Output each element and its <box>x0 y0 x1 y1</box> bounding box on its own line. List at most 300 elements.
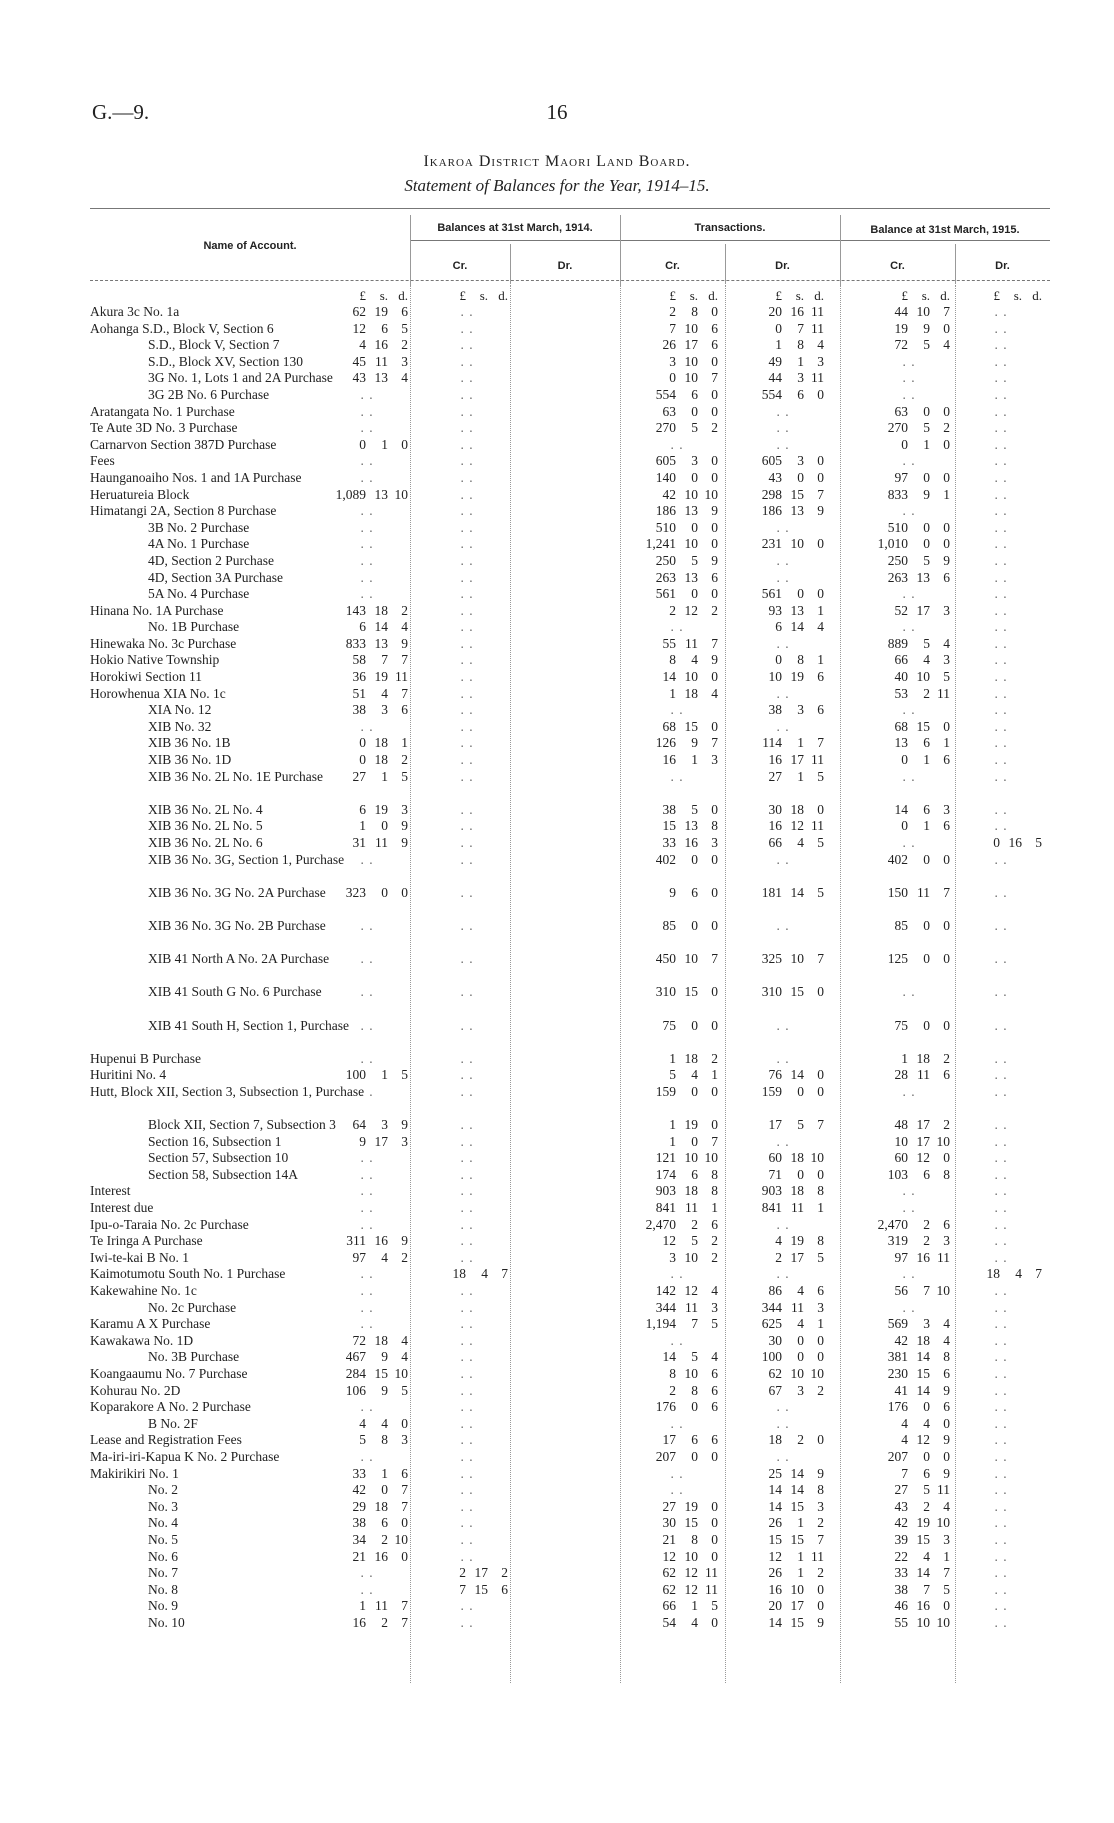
shillings: 16 <box>1008 835 1022 850</box>
balance-1915-dr-empty: . . <box>994 469 1008 485</box>
account-name-text: XIB 36 No. 2L No. 4 <box>148 801 263 817</box>
pounds: 72 <box>894 337 908 353</box>
pounds: 0 <box>775 320 782 336</box>
unit-shillings: s. <box>379 288 388 303</box>
pounds: 10 <box>894 1133 908 1149</box>
pence: 6 <box>401 304 408 319</box>
account-name-text: No. 7 <box>148 1565 178 1581</box>
pence: 0 <box>943 1017 950 1033</box>
shillings: 12 <box>684 602 698 618</box>
transactions-cr-amount <box>636 1233 718 1250</box>
transactions-dr-empty: . . <box>776 1266 790 1282</box>
balance-1915-cr-empty: . . <box>902 702 916 718</box>
balance-1914-dr-empty: . . <box>460 635 474 651</box>
shillings: 12 <box>684 1283 698 1299</box>
unit-pence: d. <box>398 288 408 303</box>
table-row <box>90 1598 1050 1615</box>
pounds: 2 <box>459 1565 466 1581</box>
shillings: 10 <box>684 1249 698 1265</box>
pence: 0 <box>817 1581 824 1597</box>
balance-1914-dr-empty: . . <box>460 735 474 751</box>
pounds: 323 <box>345 884 366 900</box>
balance-1915-cr-amount <box>868 520 950 537</box>
unit-shillings: s. <box>479 288 488 303</box>
pounds: 4 <box>359 1415 366 1431</box>
balance-1914-dr-empty: . . <box>460 851 474 867</box>
pence: 0 <box>401 436 408 452</box>
account-name-text: S.D., Block XV, Section 130 <box>148 353 304 369</box>
balance-1914-dr-empty: . . <box>460 1349 474 1365</box>
pounds: 51 <box>352 685 366 701</box>
balance-1915-dr-empty: . . <box>994 984 1008 1000</box>
account-name-text: No. 10 <box>148 1614 185 1630</box>
transactions-dr-amount <box>742 951 824 968</box>
table-row <box>90 304 1050 321</box>
pence: 0 <box>817 1083 824 1099</box>
balance-1914-cr-amount <box>326 1532 408 1549</box>
pounds: 4 <box>775 1233 782 1249</box>
pence: 1 <box>817 1316 824 1332</box>
transactions-cr-amount <box>636 453 718 470</box>
balance-1914-dr-empty: . . <box>460 337 474 353</box>
pounds: 250 <box>655 552 676 568</box>
balance-1915-cr-amount <box>868 1532 950 1549</box>
transactions-cr-amount <box>636 1399 718 1416</box>
shillings: 5 <box>923 1482 930 1498</box>
table-row <box>90 1549 1050 1566</box>
shillings: 10 <box>684 951 698 967</box>
balance-1915-cr-amount <box>868 1067 950 1084</box>
balance-1914-cr-amount <box>326 337 408 354</box>
balance-1915-dr-empty: . . <box>994 602 1008 618</box>
balance-1914-cr-empty: . . <box>360 1183 374 1199</box>
balance-1914-dr-empty: . . <box>460 1299 474 1315</box>
account-name-text: Interest <box>90 1183 131 1199</box>
balance-1915-cr-amount <box>868 1416 950 1433</box>
balance-1915-dr-empty: . . <box>994 1498 1008 1514</box>
balance-1914-cr-amount <box>326 769 408 786</box>
pence: 2 <box>817 1565 824 1581</box>
pence: 0 <box>943 851 950 867</box>
balance-1915-cr-amount <box>868 885 950 902</box>
pence: 2 <box>817 1382 824 1398</box>
shillings: 0 <box>797 1349 804 1365</box>
balance-1914-cr-empty: . . <box>360 519 374 535</box>
shillings: 15 <box>684 984 698 1000</box>
pounds: 20 <box>768 1598 782 1614</box>
transactions-cr-amount <box>636 1084 718 1101</box>
table-row <box>90 337 1050 354</box>
pence: 9 <box>711 552 718 568</box>
shillings: 16 <box>684 835 698 850</box>
pence: 6 <box>711 1399 718 1415</box>
balance-1915-dr-empty: . . <box>994 768 1008 784</box>
pence: 7 <box>401 1614 408 1630</box>
shillings: 4 <box>1015 1266 1022 1282</box>
pence: 3 <box>711 835 718 850</box>
pounds: 29 <box>352 1498 366 1514</box>
account-name-text: Heruatureia Block <box>90 486 190 502</box>
pence: 9 <box>401 1233 408 1249</box>
account-name-text: XIB 36 No. 2L No. 1E Purchase <box>148 768 323 784</box>
pence: 4 <box>943 337 950 353</box>
table-row <box>90 1117 1050 1134</box>
pounds: 841 <box>655 1200 676 1216</box>
shillings: 9 <box>381 1382 388 1398</box>
balance-1914-cr-amount <box>326 1117 408 1134</box>
pounds: 18 <box>768 1432 782 1448</box>
shillings: 6 <box>923 801 930 817</box>
header-bottom-rule <box>90 280 1050 281</box>
pence: 6 <box>711 569 718 585</box>
balance-1915-dr-empty: . . <box>994 635 1008 651</box>
transactions-dr-amount <box>742 1183 824 1200</box>
shillings: 15 <box>790 1614 804 1630</box>
transactions-dr-amount <box>742 536 824 553</box>
balance-1914-dr-empty: . . <box>460 1283 474 1299</box>
pounds: 2,470 <box>645 1216 676 1232</box>
pence: 5 <box>401 1067 408 1083</box>
account-name-text: 4D, Section 2 Purchase <box>148 552 274 568</box>
pence: 0 <box>711 586 718 602</box>
table-row <box>90 503 1050 520</box>
pence: 0 <box>817 1067 824 1083</box>
balance-1915-dr-empty: . . <box>994 304 1008 319</box>
shillings: 5 <box>923 337 930 353</box>
table-row <box>90 1283 1050 1300</box>
table-row <box>90 1499 1050 1516</box>
pence: 0 <box>711 718 718 734</box>
shillings: 7 <box>691 1316 698 1332</box>
pence: 10 <box>810 1150 824 1166</box>
balance-1914-dr-empty: . . <box>460 669 474 685</box>
account-name-text: XIB 41 North A No. 2A Purchase <box>148 951 330 967</box>
table-row <box>90 735 1050 752</box>
table-row <box>90 1416 1050 1433</box>
transactions-dr-amount <box>742 1167 824 1184</box>
pence: 9 <box>401 1117 408 1133</box>
unit-pound: £ <box>669 288 676 303</box>
account-name-text: Fees <box>90 453 115 469</box>
pounds: 0 <box>359 752 366 768</box>
transactions-cr-amount <box>636 586 718 603</box>
pounds: 16 <box>768 752 782 768</box>
pounds: 85 <box>894 917 908 933</box>
transactions-cr-amount <box>636 1316 718 1333</box>
account-name-text: 3B No. 2 Purchase <box>148 519 250 535</box>
pence: 7 <box>943 1565 950 1581</box>
pounds: 86 <box>768 1283 782 1299</box>
column-cr-1914: Cr. <box>452 260 468 272</box>
shillings: 0 <box>923 469 930 485</box>
account-name-text: Akura 3c No. 1a <box>90 304 180 319</box>
pounds: 18 <box>986 1266 1000 1282</box>
transactions-dr-amount <box>742 885 824 902</box>
pence: 6 <box>943 1067 950 1083</box>
pence: 4 <box>401 619 408 635</box>
balance-1914-cr-amount <box>326 1482 408 1499</box>
transactions-dr-amount <box>742 1615 824 1632</box>
pounds: 33 <box>352 1465 366 1481</box>
pounds: 21 <box>352 1548 366 1564</box>
pounds: 450 <box>655 951 676 967</box>
balance-1914-dr-empty: . . <box>460 619 474 635</box>
unit-shillings: s. <box>1013 288 1022 303</box>
transactions-dr-amount <box>742 1565 824 1582</box>
balance-1914-cr-amount <box>326 370 408 387</box>
balance-1915-dr-empty: . . <box>994 519 1008 535</box>
pence: 9 <box>943 1382 950 1398</box>
table-row <box>90 636 1050 653</box>
pounds: 64 <box>352 1117 366 1133</box>
transactions-cr-amount <box>636 1150 718 1167</box>
balance-1914-dr-empty: . . <box>460 951 474 967</box>
balance-1914-cr-empty: . . <box>360 1316 374 1332</box>
balance-1915-cr-amount <box>868 1333 950 1350</box>
pounds: 62 <box>768 1366 782 1381</box>
pounds: 2 <box>775 1249 782 1265</box>
pounds: 14 <box>894 801 908 817</box>
transactions-dr-amount <box>742 387 824 404</box>
shillings: 10 <box>790 951 804 967</box>
balance-1915-dr-empty: . . <box>994 1448 1008 1464</box>
pence: 5 <box>401 1382 408 1398</box>
balance-1915-dr-empty: . . <box>994 1067 1008 1083</box>
pence: 2 <box>711 602 718 618</box>
transactions-cr-amount <box>636 686 718 703</box>
pounds: 114 <box>762 735 782 751</box>
shillings: 1 <box>923 752 930 768</box>
transactions-cr-amount <box>636 536 718 553</box>
balance-1915-cr-amount <box>868 337 950 354</box>
column-group-1915: Balance at 31st March, 1915. <box>870 224 1020 236</box>
shillings: 6 <box>381 320 388 336</box>
pence: 9 <box>711 652 718 668</box>
balance-1915-cr-empty: . . <box>902 386 916 402</box>
transactions-cr-amount <box>636 1582 718 1599</box>
balance-1915-cr-empty: . . <box>902 984 916 1000</box>
transactions-dr-empty: . . <box>776 403 790 419</box>
balance-1915-dr-empty: . . <box>994 420 1008 436</box>
shillings: 17 <box>790 1598 804 1614</box>
shillings: 16 <box>374 1233 388 1249</box>
balance-1914-dr-empty: . . <box>460 1249 474 1265</box>
shillings: 13 <box>684 503 698 519</box>
unit-pound: £ <box>993 288 1000 303</box>
pounds: 12 <box>768 1548 782 1564</box>
shillings: 3 <box>797 370 804 386</box>
column-group-transactions: Transactions. <box>694 222 766 234</box>
pounds: 561 <box>655 586 676 602</box>
balance-1914-cr-amount <box>326 1366 408 1383</box>
pence: 1 <box>943 735 950 751</box>
account-name-text: Kohurau No. 2D <box>90 1382 181 1398</box>
pence: 0 <box>711 1448 718 1464</box>
balance-1915-dr-empty: . . <box>994 436 1008 452</box>
balance-1915-dr-empty: . . <box>994 1133 1008 1149</box>
pounds: 143 <box>345 602 366 618</box>
balance-1915-dr-empty: . . <box>994 1283 1008 1299</box>
balance-1915-dr-empty: . . <box>994 1166 1008 1182</box>
balance-1915-cr-amount <box>868 918 950 935</box>
pence: 11 <box>937 685 950 701</box>
shillings: 14 <box>790 884 804 900</box>
shillings: 10 <box>916 1614 930 1630</box>
transactions-cr-amount <box>636 752 718 769</box>
transactions-cr-amount <box>636 1432 718 1449</box>
balance-1914-dr-amount <box>426 1266 508 1283</box>
balance-1914-dr-empty: . . <box>460 1415 474 1431</box>
balance-1915-cr-amount <box>868 1233 950 1250</box>
pounds: 14 <box>768 1498 782 1514</box>
pence: 6 <box>943 569 950 585</box>
balance-1915-dr-empty: . . <box>994 453 1008 469</box>
balance-1914-cr-amount <box>326 437 408 454</box>
group-rule <box>410 240 1050 241</box>
pence: 0 <box>817 586 824 602</box>
shillings: 10 <box>790 536 804 552</box>
transactions-cr-empty: . . <box>670 619 684 635</box>
balance-1915-dr-empty: . . <box>994 718 1008 734</box>
table-row <box>90 619 1050 636</box>
pounds: 263 <box>655 569 676 585</box>
pounds: 889 <box>887 635 908 651</box>
transactions-dr-amount <box>742 1233 824 1250</box>
transactions-cr-amount <box>636 1051 718 1068</box>
balance-1914-dr-amount <box>426 1565 508 1582</box>
pence: 8 <box>817 1183 824 1199</box>
balance-1915-dr-empty: . . <box>994 403 1008 419</box>
transactions-cr-empty: . . <box>670 436 684 452</box>
pounds: 33 <box>662 835 676 850</box>
pounds: 42 <box>352 1482 366 1498</box>
balance-1914-dr-empty: . . <box>460 1366 474 1381</box>
table-row <box>90 487 1050 504</box>
pence: 0 <box>817 801 824 817</box>
account-name-text: Interest due <box>90 1200 154 1216</box>
table-row <box>90 1432 1050 1449</box>
balance-1914-cr-amount <box>326 1233 408 1250</box>
transactions-cr-amount <box>636 802 718 819</box>
account-name-text: No. 2 <box>148 1482 178 1498</box>
column-name-header: Name of Account. <box>203 240 297 252</box>
table-row <box>90 536 1050 553</box>
transactions-cr-amount <box>636 1217 718 1234</box>
balance-1914-dr-empty: . . <box>460 1432 474 1448</box>
transactions-dr-amount <box>742 603 824 620</box>
account-name-text: XIB 41 South G No. 6 Purchase <box>148 984 322 1000</box>
balance-1915-cr-empty: . . <box>902 1183 916 1199</box>
pounds: 7 <box>459 1581 466 1597</box>
shillings: 15 <box>684 1515 698 1531</box>
balance-1915-cr-amount <box>868 735 950 752</box>
shillings: 0 <box>691 917 698 933</box>
pence: 4 <box>711 1283 718 1299</box>
transactions-cr-amount <box>636 1200 718 1217</box>
transactions-dr-amount <box>742 354 824 371</box>
pounds: 1 <box>901 1050 908 1066</box>
pence: 0 <box>711 1017 718 1033</box>
pence: 5 <box>817 884 824 900</box>
balance-1914-cr-empty: . . <box>360 1150 374 1166</box>
pence: 1 <box>817 1200 824 1216</box>
pounds: 325 <box>761 951 782 967</box>
shillings: 1 <box>797 768 804 784</box>
pence: 5 <box>817 1249 824 1265</box>
shillings: 0 <box>691 469 698 485</box>
balance-1915-cr-amount <box>868 1366 950 1383</box>
column-dr-1914: Dr. <box>557 260 573 272</box>
shillings: 2 <box>923 1498 930 1514</box>
pounds: 30 <box>768 1332 782 1348</box>
shillings: 0 <box>797 586 804 602</box>
transactions-cr-amount <box>636 1167 718 1184</box>
balance-1914-cr-amount <box>326 636 408 653</box>
shillings: 4 <box>691 652 698 668</box>
account-name-text: Aratangata No. 1 Purchase <box>90 403 235 419</box>
balance-1914-cr-amount <box>326 652 408 669</box>
pounds: 30 <box>768 801 782 817</box>
shillings: 0 <box>381 884 388 900</box>
pence: 2 <box>401 337 408 353</box>
pounds: 510 <box>887 519 908 535</box>
balance-1914-cr-amount <box>326 1598 408 1615</box>
pence: 1 <box>817 602 824 618</box>
transactions-dr-amount <box>742 1549 824 1566</box>
pence: 5 <box>711 1598 718 1614</box>
account-name-text: No. 8 <box>148 1581 178 1597</box>
pence: 0 <box>711 1548 718 1564</box>
shillings: 2 <box>381 1531 388 1547</box>
balance-1914-dr-empty: . . <box>460 453 474 469</box>
pounds: 298 <box>761 486 782 502</box>
shillings: 0 <box>691 1399 698 1415</box>
pence: 7 <box>943 884 950 900</box>
shillings: 10 <box>684 370 698 386</box>
transactions-dr-amount <box>742 1432 824 1449</box>
shillings: 19 <box>916 1515 930 1531</box>
pounds: 66 <box>662 1598 676 1614</box>
pence: 0 <box>943 436 950 452</box>
transactions-dr-amount <box>742 304 824 321</box>
balance-1914-dr-empty: . . <box>460 1598 474 1614</box>
balance-1914-cr-empty: . . <box>360 951 374 967</box>
balance-1914-dr-empty: . . <box>460 1050 474 1066</box>
balance-1914-dr-empty: . . <box>460 1448 474 1464</box>
pence: 3 <box>943 602 950 618</box>
transactions-dr-amount <box>742 735 824 752</box>
transactions-dr-amount <box>742 1366 824 1383</box>
pence: 0 <box>817 469 824 485</box>
balance-1915-dr-empty: . . <box>994 818 1008 834</box>
unit-pound: £ <box>901 288 908 303</box>
transactions-dr-amount <box>742 1200 824 1217</box>
balance-1915-cr-empty: . . <box>902 503 916 519</box>
shillings: 0 <box>923 851 930 867</box>
table-row <box>90 686 1050 703</box>
pounds: 4 <box>901 1432 908 1448</box>
shillings: 18 <box>790 801 804 817</box>
account-name-text: Block XII, Section 7, Subsection 3 <box>148 1117 336 1133</box>
transactions-cr-amount <box>636 420 718 437</box>
transactions-dr-amount <box>742 818 824 835</box>
transactions-cr-amount <box>636 304 718 321</box>
balance-1915-dr-empty: . . <box>994 552 1008 568</box>
pence: 10 <box>394 1366 408 1381</box>
pence: 0 <box>711 669 718 685</box>
balance-1915-cr-empty: . . <box>902 370 916 386</box>
pounds: 1 <box>669 1133 676 1149</box>
